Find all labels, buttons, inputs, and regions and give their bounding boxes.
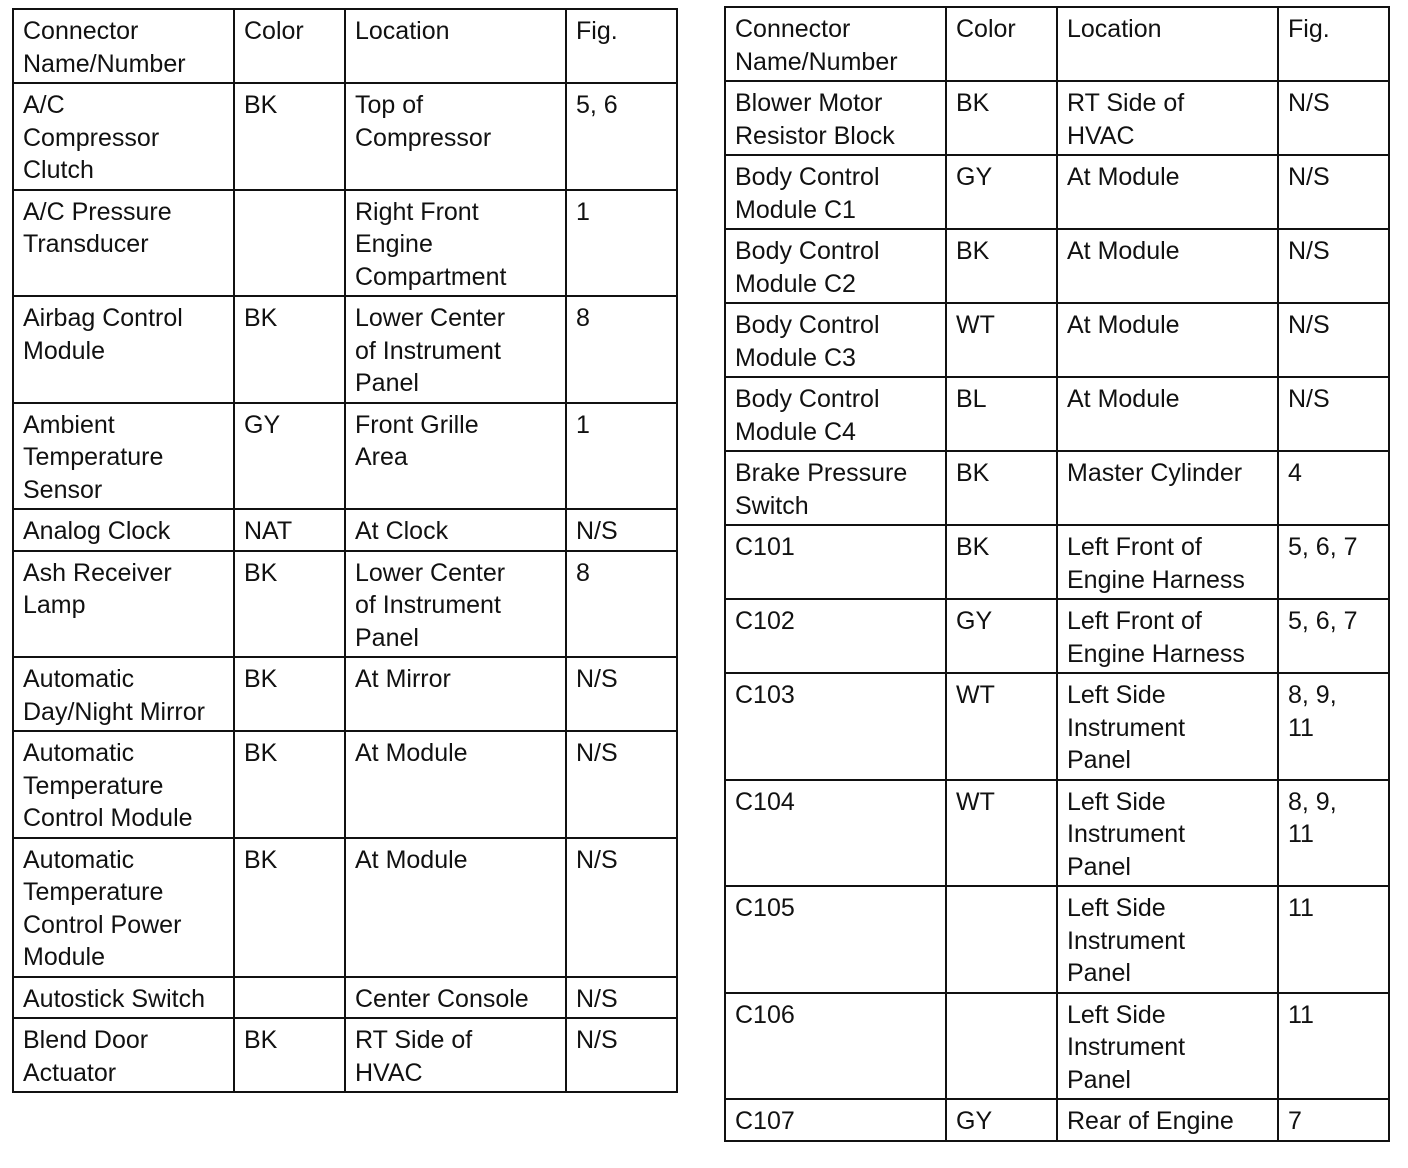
fig-text: 4 [1288, 459, 1302, 487]
connector-name-text: C107 [735, 1107, 795, 1135]
connector-name-text: C105 [735, 894, 795, 922]
fig-cell [566, 296, 677, 403]
fig-text: 8 [576, 558, 590, 587]
fig-text: 8 [576, 304, 590, 332]
location-cell [1057, 1099, 1278, 1141]
connector-name-text: Blend Door Actuator [23, 1026, 149, 1087]
location-text: At Module [355, 739, 468, 767]
table-row [725, 81, 1389, 155]
color-text: GY [244, 410, 281, 439]
fig-text: 5, 6, 7 [1288, 607, 1358, 635]
location-cell [1057, 780, 1278, 887]
table-row [13, 551, 677, 658]
color-cell [946, 886, 1057, 993]
location-cell [1057, 525, 1278, 599]
connector-name-text: Body Control Module C3 [735, 311, 880, 372]
location-cell [1057, 377, 1278, 451]
color-cell [946, 377, 1057, 451]
connector-name-cell [13, 509, 234, 551]
table-row [725, 599, 1389, 673]
header-connector-name: Connector Name/Number [725, 7, 946, 81]
location-text: At Mirror [355, 665, 451, 693]
fig-cell [566, 657, 677, 731]
header-fig: Fig. [566, 9, 677, 83]
location-cell [345, 296, 566, 403]
location-text: Left Side Instrument Panel [1067, 681, 1186, 774]
header-row [13, 9, 677, 83]
color-text: BK [956, 533, 990, 561]
fig-cell [1278, 673, 1389, 780]
table-row [13, 509, 677, 551]
location-text: Left Side Instrument Panel [1067, 1000, 1186, 1094]
color-text: WT [956, 311, 995, 339]
fig-text: 5, 6, 7 [1288, 533, 1358, 561]
color-cell [946, 673, 1057, 780]
connector-name-cell [725, 886, 946, 993]
table-row [13, 83, 677, 190]
location-text: Lower Center of Instrument Panel [355, 558, 506, 652]
fig-cell [566, 1018, 677, 1092]
fig-cell [1278, 599, 1389, 673]
color-text: BK [956, 89, 990, 117]
table-row [725, 673, 1389, 780]
fig-cell [1278, 1099, 1389, 1141]
color-text: WT [956, 787, 995, 816]
table-row [13, 1018, 677, 1092]
table-row [13, 731, 677, 838]
fig-text: 11 [1288, 1000, 1314, 1029]
color-cell [234, 977, 345, 1019]
location-cell [345, 838, 566, 977]
connector-name-cell [725, 673, 946, 780]
location-text: Master Cylinder [1067, 459, 1243, 487]
fig-cell [566, 190, 677, 297]
color-cell [234, 509, 345, 551]
table-row [725, 886, 1389, 993]
connector-table-right [724, 6, 1390, 1142]
fig-text: N/S [1288, 311, 1330, 339]
fig-text: 8, 9, 11 [1288, 787, 1337, 848]
connector-name-text: C101 [735, 533, 795, 561]
fig-text: 5, 6 [576, 91, 618, 119]
table-row [13, 296, 677, 403]
connector-name-cell [725, 81, 946, 155]
location-cell [345, 509, 566, 551]
location-cell [345, 83, 566, 190]
connector-name-text: Automatic Temperature Control Module [23, 739, 193, 832]
table-row [725, 993, 1389, 1100]
color-cell [234, 83, 345, 190]
fig-cell [566, 551, 677, 658]
location-text: RT Side of HVAC [355, 1026, 473, 1087]
connector-name-cell [13, 403, 234, 510]
connector-name-text: Body Control Module C2 [735, 237, 880, 298]
fig-cell [1278, 993, 1389, 1100]
location-text: At Module [1067, 311, 1180, 339]
connector-name-cell [13, 1018, 234, 1092]
color-cell [234, 1018, 345, 1092]
color-cell [946, 451, 1057, 525]
connector-name-text: Automatic Day/Night Mirror [23, 665, 205, 726]
connector-name-cell [13, 190, 234, 297]
color-cell [234, 731, 345, 838]
location-text: Left Side Instrument Panel [1067, 894, 1186, 987]
location-cell [345, 977, 566, 1019]
location-cell [1057, 599, 1278, 673]
connector-name-text: C102 [735, 607, 795, 635]
connector-name-cell [725, 993, 946, 1100]
connector-name-cell [13, 657, 234, 731]
fig-cell [1278, 780, 1389, 887]
table-row [13, 657, 677, 731]
color-text: BK [956, 459, 990, 487]
location-cell [345, 403, 566, 510]
color-text: NAT [244, 517, 293, 545]
connector-name-text: Body Control Module C4 [735, 385, 880, 446]
location-text: At Module [1067, 163, 1180, 191]
connector-name-cell [725, 451, 946, 525]
color-text: BL [956, 385, 987, 413]
connector-name-text: A/C Pressure Transducer [23, 197, 172, 258]
header-location: Location [1057, 7, 1278, 81]
connector-name-text: Ambient Temperature Sensor [23, 410, 164, 504]
color-cell [946, 155, 1057, 229]
color-cell [946, 1099, 1057, 1141]
fig-text: 1 [576, 197, 590, 226]
fig-cell [566, 403, 677, 510]
color-cell [946, 303, 1057, 377]
header-connector-name: Connector Name/Number [13, 9, 234, 83]
connector-name-text: Blower Motor Resistor Block [735, 89, 895, 150]
location-text: At Module [1067, 237, 1180, 265]
fig-cell [1278, 525, 1389, 599]
header-row [725, 7, 1389, 81]
fig-text: 7 [1288, 1107, 1302, 1135]
connector-name-cell [13, 977, 234, 1019]
location-text: Left Side Instrument Panel [1067, 787, 1186, 881]
location-text: At Clock [355, 517, 449, 545]
fig-text: N/S [1288, 385, 1330, 413]
connector-name-cell [725, 377, 946, 451]
location-text: Right Front Engine Compartment [355, 197, 507, 291]
table-row [725, 525, 1389, 599]
connector-name-cell [13, 731, 234, 838]
table-row [725, 229, 1389, 303]
connector-name-cell [725, 525, 946, 599]
location-cell [345, 657, 566, 731]
location-text: Left Front of Engine Harness [1067, 533, 1245, 594]
fig-cell [566, 83, 677, 190]
fig-text: N/S [1288, 237, 1330, 265]
fig-text: 8, 9, 11 [1288, 681, 1337, 742]
location-text: Left Front of Engine Harness [1067, 607, 1245, 668]
connector-table-left [12, 8, 678, 1093]
connector-name-cell [725, 599, 946, 673]
table-row [13, 838, 677, 977]
fig-cell [566, 977, 677, 1019]
location-cell [1057, 303, 1278, 377]
location-cell [345, 731, 566, 838]
location-cell [345, 1018, 566, 1092]
color-text: GY [956, 607, 993, 635]
table-row [725, 155, 1389, 229]
connector-name-cell [725, 303, 946, 377]
connector-name-text: Ash Receiver Lamp [23, 558, 172, 619]
color-text: WT [956, 681, 995, 709]
connector-name-text: Analog Clock [23, 517, 171, 545]
location-cell [1057, 81, 1278, 155]
color-text: BK [956, 237, 990, 265]
color-cell [946, 525, 1057, 599]
fig-text: N/S [1288, 89, 1330, 117]
connector-name-text: C104 [735, 787, 795, 816]
header-fig: Fig. [1278, 7, 1389, 81]
table-row [725, 377, 1389, 451]
location-cell [1057, 886, 1278, 993]
connector-name-text: Airbag Control Module [23, 304, 183, 365]
fig-text: 11 [1288, 894, 1314, 922]
table-row [13, 190, 677, 297]
fig-text: N/S [576, 984, 618, 1013]
location-cell [345, 190, 566, 297]
connector-name-text: Autostick Switch [23, 984, 206, 1013]
connector-name-cell [725, 229, 946, 303]
table-row [13, 977, 677, 1019]
color-text: BK [244, 558, 278, 587]
color-cell [946, 780, 1057, 887]
location-cell [1057, 451, 1278, 525]
color-cell [234, 838, 345, 977]
connector-name-cell [13, 83, 234, 190]
color-text: BK [244, 739, 278, 767]
fig-text: N/S [576, 665, 618, 693]
fig-cell [566, 838, 677, 977]
connector-name-cell [13, 551, 234, 658]
fig-cell [1278, 886, 1389, 993]
fig-cell [1278, 81, 1389, 155]
fig-cell [566, 509, 677, 551]
location-cell [1057, 673, 1278, 780]
color-cell [234, 190, 345, 297]
location-cell [1057, 155, 1278, 229]
connector-name-text: C103 [735, 681, 795, 709]
table-row [725, 303, 1389, 377]
color-text: BK [244, 845, 278, 874]
fig-cell [1278, 303, 1389, 377]
location-text: Top of Compressor [355, 91, 492, 152]
location-text: RT Side of HVAC [1067, 89, 1185, 150]
color-cell [234, 296, 345, 403]
location-text: Rear of Engine [1067, 1107, 1234, 1135]
color-cell [234, 657, 345, 731]
location-text: Center Console [355, 984, 529, 1013]
connector-name-cell [725, 1099, 946, 1141]
color-text: BK [244, 665, 278, 693]
location-text: Lower Center of Instrument Panel [355, 304, 506, 397]
location-cell [1057, 993, 1278, 1100]
header-location: Location [345, 9, 566, 83]
connector-name-text: C106 [735, 1000, 795, 1029]
table-row [725, 451, 1389, 525]
location-text: Front Grille Area [355, 410, 479, 471]
table-row [13, 403, 677, 510]
connector-name-text: Body Control Module C1 [735, 163, 880, 224]
table-row [725, 780, 1389, 887]
color-cell [234, 551, 345, 658]
fig-cell [1278, 155, 1389, 229]
fig-text: N/S [576, 1026, 618, 1054]
color-cell [946, 993, 1057, 1100]
connector-name-cell [13, 838, 234, 977]
color-text: GY [956, 1107, 993, 1135]
header-color: Color [234, 9, 345, 83]
color-text: BK [244, 304, 278, 332]
location-text: At Module [355, 845, 468, 874]
fig-cell [566, 731, 677, 838]
connector-name-cell [13, 296, 234, 403]
color-text: BK [244, 91, 278, 119]
fig-cell [1278, 451, 1389, 525]
connector-name-text: Brake Pressure Switch [735, 459, 908, 520]
connector-name-cell [725, 155, 946, 229]
connector-name-text: A/C Compressor Clutch [23, 91, 160, 184]
fig-cell [1278, 377, 1389, 451]
connector-name-text: Automatic Temperature Control Power Module [23, 845, 182, 971]
location-cell [345, 551, 566, 658]
connector-name-cell [725, 780, 946, 887]
table-row [725, 1099, 1389, 1141]
color-cell [946, 81, 1057, 155]
fig-cell [1278, 229, 1389, 303]
fig-text: N/S [576, 845, 618, 874]
fig-text: N/S [576, 517, 618, 545]
fig-text: 1 [576, 410, 590, 439]
color-cell [946, 599, 1057, 673]
location-cell [1057, 229, 1278, 303]
location-text: At Module [1067, 385, 1180, 413]
color-text: GY [956, 163, 993, 191]
color-cell [234, 403, 345, 510]
fig-text: N/S [1288, 163, 1330, 191]
fig-text: N/S [576, 739, 618, 767]
color-text: BK [244, 1026, 278, 1054]
color-cell [946, 229, 1057, 303]
header-color: Color [946, 7, 1057, 81]
